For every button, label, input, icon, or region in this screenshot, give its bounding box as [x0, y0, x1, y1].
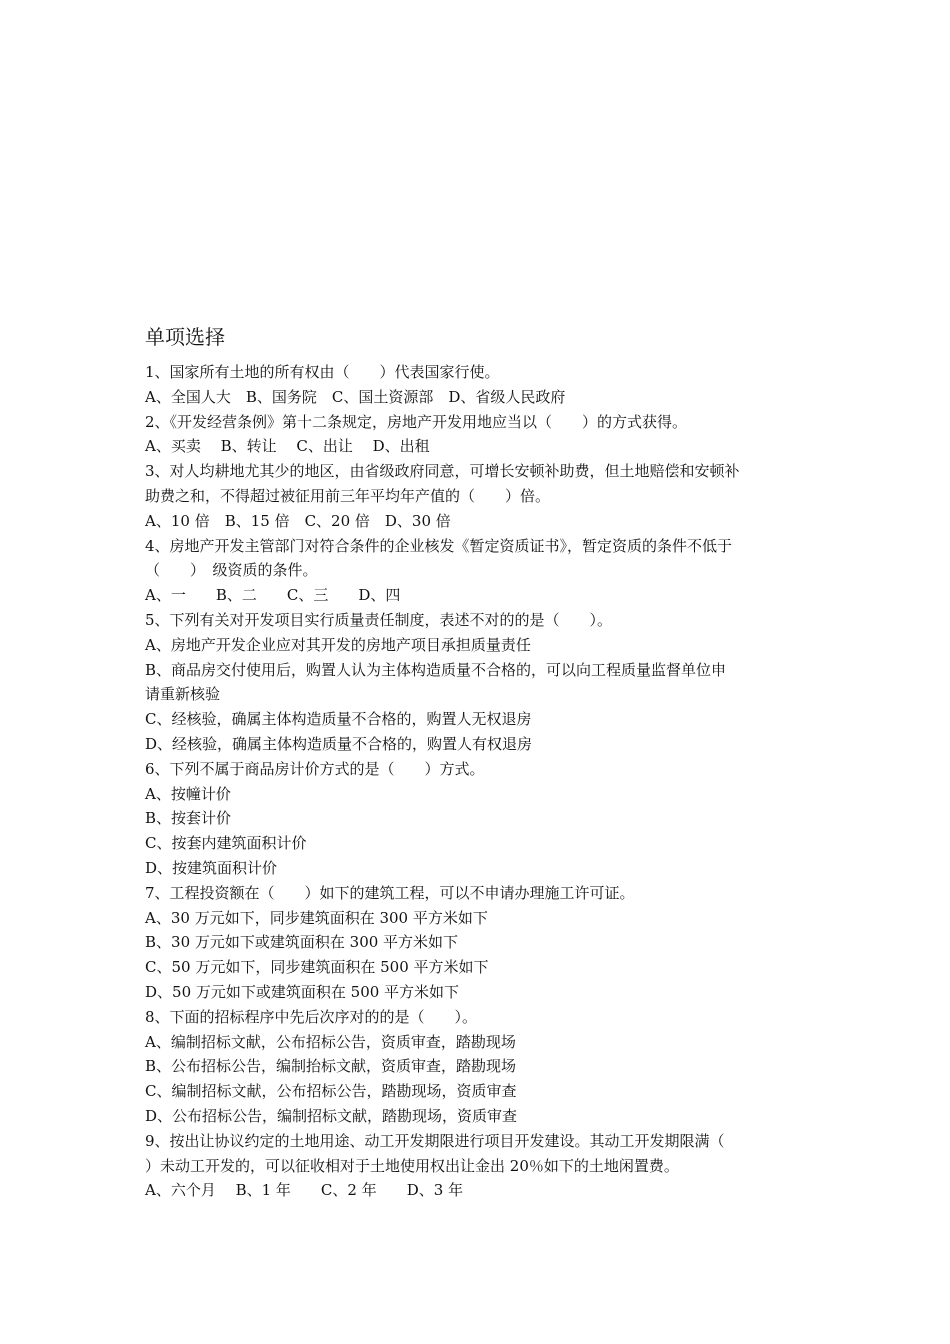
text-line: A、10 倍 B、15 倍 C、20 倍 D、30 倍 — [145, 511, 451, 530]
text-line: ）未动工开发的，可以征收相对于土地使用权出让金出 20％如下的土地闲置费。 — [145, 1156, 679, 1175]
text-line: 4、房地产开发主管部门对符合条件的企业核发《暂定资质证书》，暂定资质的条件不低于 — [145, 536, 733, 555]
text-line: A、全国人大 B、国务院 C、国土资源部 D、省级人民政府 — [145, 387, 566, 406]
text-line: 助费之和，不得超过被征用前三年平均年产值的（ ）倍。 — [145, 486, 551, 505]
text-line: A、一 B、二 C、三 D、四 — [145, 586, 401, 605]
text-line: C、编制招标文献，公布招标公告，踏勘现场，资质审查 — [145, 1082, 517, 1101]
text-line: 6、下列不属于商品房计价方式的是（ ）方式。 — [145, 759, 485, 778]
text-line: 8、下面的招标程序中先后次序对的的是（ ）。 — [145, 1007, 478, 1026]
text-line: A、买卖 B、转让 C、出让 D、出租 — [145, 437, 430, 456]
text-line: D、50 万元如下或建筑面积在 500 平方米如下 — [145, 982, 460, 1001]
text-line: D、按建筑面积计价 — [145, 858, 278, 877]
text-line: A、六个月 B、1 年 C、2 年 D、3 年 — [145, 1181, 464, 1200]
text-line: D、经核验，确属主体构造质量不合格的，购置人有权退房 — [145, 734, 533, 753]
text-line: D、公布招标公告，编制招标文献，踏勘现场，资质审查 — [145, 1106, 518, 1125]
text-line: B、商品房交付使用后，购置人认为主体构造质量不合格的，可以向工程质量监督单位申 — [145, 660, 727, 679]
text-line: 请重新核验 — [145, 685, 221, 704]
text-line: A、按幢计价 — [145, 784, 231, 803]
text-line: B、30 万元如下或建筑面积在 300 平方米如下 — [145, 933, 459, 952]
text-line: B、公布招标公告，编制抬标文献，资质审查，踏勘现场 — [145, 1057, 517, 1076]
text-line: （ ） 级资质的条件。 — [145, 561, 318, 580]
text-line: C、按套内建筑面积计价 — [145, 834, 307, 853]
text-line: 1、国家所有土地的所有权由（ ）代表国家行使。 — [145, 363, 500, 381]
text-line: 9、按出让协议约定的土地用途、动工开发期限进行项目开发建设。其动工开发期限满（ — [145, 1131, 725, 1150]
text-line: 7、工程投资额在（ ）如下的建筑工程，可以不申请办理施工许可证。 — [145, 883, 635, 902]
text-line: A、编制招标文献，公布招标公告，资质审查，踏勘现场 — [145, 1032, 516, 1051]
text-line: B、按套计价 — [145, 809, 232, 828]
document-page — [145, 322, 810, 1203]
text-line: 3、对人均耕地尤其少的地区，由省级政府同意，可增长安顿补助费，但土地赔偿和安顿补 — [145, 462, 740, 481]
text-line: 5、下列有关对开发项目实行质量责任制度，表述不对的的是（ ）。 — [145, 610, 613, 629]
text-line: C、50 万元如下，同步建筑面积在 500 平方米如下 — [145, 958, 489, 977]
question-list — [145, 360, 810, 1203]
text-line: 2、《开发经营条例》第十二条规定，房地产开发用地应当以（ ）的方式获得。 — [145, 412, 688, 431]
text-line: C、经核验，确属主体构造质量不合格的，购置人无权退房 — [145, 710, 532, 729]
text-line: A、房地产开发企业应对其开发的房地产项目承担质量责任 — [145, 635, 531, 654]
text-line: A、30 万元如下，同步建筑面积在 300 平方米如下 — [145, 908, 488, 927]
section-title: 单项选择 — [145, 325, 225, 349]
